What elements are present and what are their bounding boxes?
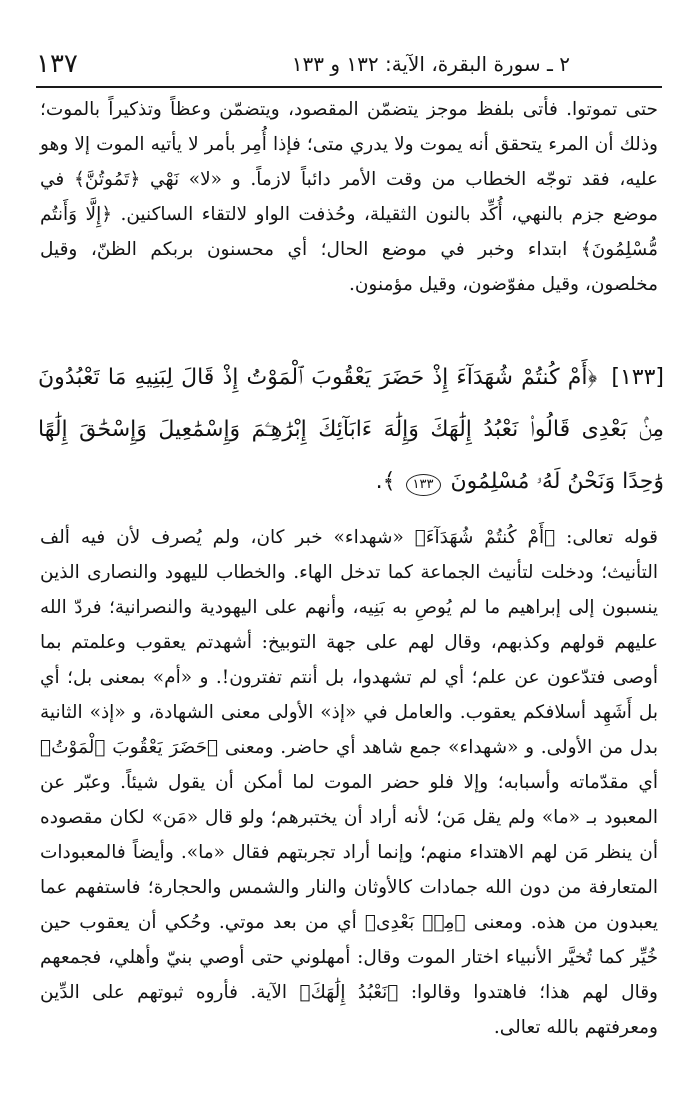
page-header <box>36 44 650 84</box>
verse-text: ﴿أَمْ كُنتُمْ شُهَدَآءَ إِذْ حَضَرَ يَعْقُوبَ ٱلْمَوْتُ إِذْ قَالَ لِبَنِيهِ مَا تَعْبُدُونَ مِنۢ بَعْدِى قَالُوا۟ نَعْبُدُ إِلَٰهَكَ وَإِلَٰهَ ءَابَآئِكَ إِبْرَٰهِـۧمَ وَإِسْمَٰعِيلَ وَإِسْحَٰقَ إِلَٰهًا وَٰحِدًا وَنَحْنُ لَهُۥ مُسْلِمُونَ <box>38 365 664 494</box>
commentary-paragraph-2: قوله تعالى: ﴿أَمْ كُنتُمْ شُهَدَآءَ﴾ «شهداء» خبر كان، ولم يُصرف لأن فيه ألف التأنيث؛ ودخلت لتأنيث الجماعة كما تدخل الهاء. والخطاب لليهود والنصارى الذين ينسبون إلى إبراهيم ما لم يُوصِ به بَنِيه، وأنهم على اليهودية والنصرانية؛ فردّ الله عليهم قولهم وكذبهم، وقال لهم على جهة التوبيخ: أشهدتم يعقوب وعلمتم بما أوصى فتدّعون عن علم؛ أي لم تشهدوا، بل أنتم تفترون!. و «أم» بمعنى بل؛ أي بل أَشَهِد أسلافكم يعقوب. والعامل في «إذ» الأولى معنى الشهادة، و «إذ» الثانية بدل من الأولى. و «شهداء» جمع شاهد أي حاضر. ومعنى ﴿حَضَرَ يَعْقُوبَ ٱلْمَوْتُ﴾ أي مقدّماته وأسبابه؛ وإلا فلو حضر الموت لما أمكن أن يقول شيئاً. وعبّر عن المعبود بـ «ما» ولم يقل مَن؛ لأنه أراد أن يختبرهم؛ ولو قال «مَن» لكان مقصوده أن ينظر مَن لهم الاهتداء منهم؛ وإنما أراد تجربتهم فقال «ما». وأيضاً فالمعبودات المتعارفة من دون الله جمادات كالأوثان والنار والشمس والحجارة؛ فاستفهم عما يعبدون من هذه. ومعنى ﴿مِنۢ بَعْدِى﴾ أي من بعد موتي. وحُكي أن يعقوب حين خُيِّر كما تُخيَّر الأنبياء اختار الموت وقال: أمهلوني حتى أوصي بنيّ وأهلي، فجمعهم وقال لهم هذا؛ فاهتدوا وقالوا: ﴿نَعْبُدُ إِلَٰهَكَ﴾ الآية. فأروه ثبوتهم على الدِّين ومعرفتهم بالله تعالى. <box>40 527 658 1038</box>
quran-verse <box>38 352 664 508</box>
page-number: ١٣٧ <box>36 49 78 79</box>
running-title: ٢ ـ سورة البقرة، الآية: ١٣٢ و ١٣٣ <box>291 52 570 76</box>
ayah-end-marker: ١٣٣ <box>406 474 441 496</box>
verse-number: [١٣٣] <box>611 365 664 390</box>
verse-closing: ﴾. <box>375 469 396 494</box>
header-rule <box>36 86 662 88</box>
commentary-paragraph-1: حتى تموتوا. فأتى بلفظ موجز يتضمّن المقصود، ويتضمّن وعظاً وتذكيراً بالموت؛ وذلك أن المرء يتحقق أنه يموت ولا يدري متى؛ فإذا أُمِر بأمر لا يأتيه الموت إلا وهو عليه، فقد توجّه الخطاب من وقت الأمر دائباً لازماً. و «لا» نَهْي ﴿تَمُوتُنَّ﴾ في موضع جزم بالنهي، أُكِّد بالنون الثقيلة، وحُذفت الواو لالتقاء الساكنين. ﴿إِلَّا وَأَنتُم مُّسْلِمُونَ﴾ ابتداء وخبر في موضع الحال؛ أي محسنون بربكم الظنّ، وقيل مخلصون، وقيل مفوّضون، وقيل مؤمنون. <box>40 99 658 295</box>
